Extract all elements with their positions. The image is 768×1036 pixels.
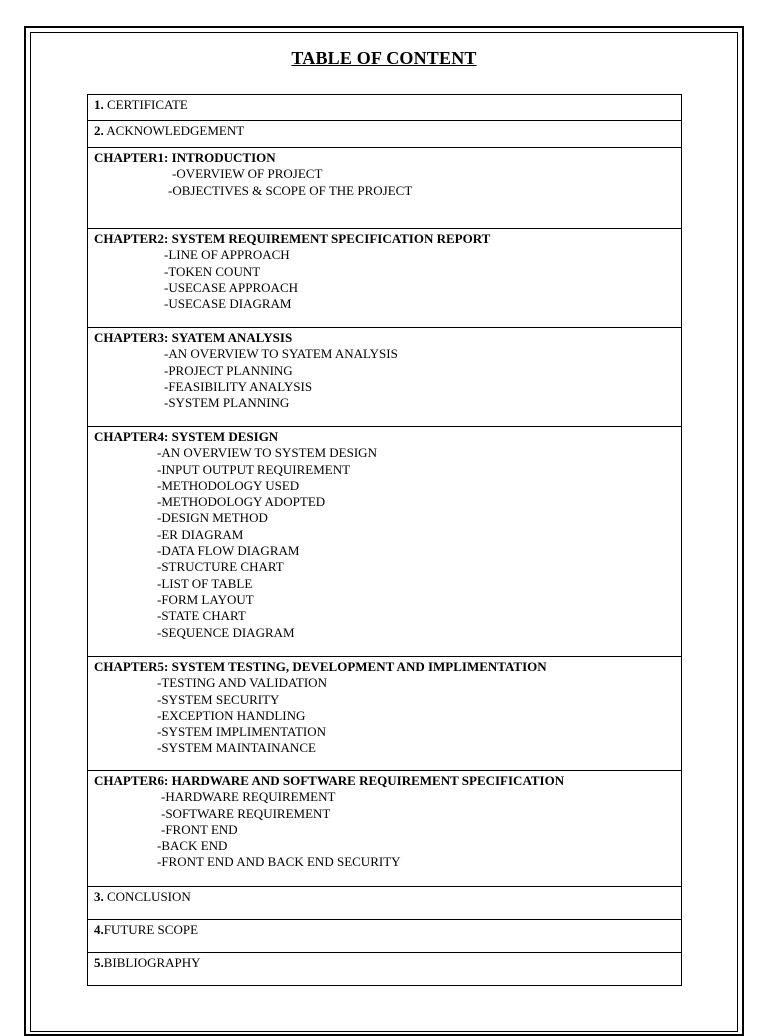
chapter-item: -ER DIAGRAM <box>157 526 244 542</box>
toc-row-future-scope <box>88 920 681 953</box>
chapter-item: -USECASE DIAGRAM <box>164 296 292 312</box>
chapter-item: -HARDWARE REQUIREMENT <box>161 789 336 805</box>
chapter-heading: CHAPTER5: SYSTEM TESTING, DEVELOPMENT AND IMPLIMENTATION <box>94 659 547 674</box>
toc-row-conclusion <box>88 887 681 920</box>
chapter-heading: CHAPTER1: INTRODUCTION <box>94 150 276 165</box>
chapter-item: -TESTING AND VALIDATION <box>157 675 327 691</box>
toc-row-bibliography <box>88 953 681 986</box>
chapter-item: -BACK END <box>157 838 228 854</box>
toc-row-certificate <box>88 95 681 121</box>
section-label: ACKNOWLEDGEMENT <box>103 123 245 138</box>
section-number: 2. <box>94 123 104 138</box>
chapter-item: -USECASE APPROACH <box>164 279 299 295</box>
toc-row-chapter1 <box>88 148 681 229</box>
toc-row-chapter2 <box>88 229 681 328</box>
chapter-item: -INPUT OUTPUT REQUIREMENT <box>157 461 351 477</box>
chapter-item: -FRONT END <box>161 821 238 837</box>
chapter-item: -OVERVIEW OF PROJECT <box>172 166 323 182</box>
toc-row-chapter4 <box>88 427 681 657</box>
chapter-item: -SOFTWARE REQUIREMENT <box>161 805 331 821</box>
chapter-item: -PROJECT PLANNING <box>164 362 293 378</box>
chapter-item: -SYSTEM IMPLIMENTATION <box>157 724 327 740</box>
chapter-item: -TOKEN COUNT <box>164 263 261 279</box>
chapter-item: -FEASIBILITY ANALYSIS <box>164 378 313 394</box>
chapter-item: -SEQUENCE DIAGRAM <box>157 624 295 640</box>
section-number: 3. <box>94 889 104 904</box>
toc-row-acknowledgement <box>88 121 681 148</box>
section-number: 1. <box>94 97 104 112</box>
chapter-item: -OBJECTIVES & SCOPE OF THE PROJECT <box>168 182 413 198</box>
chapter-item: -LIST OF TABLE <box>157 575 253 591</box>
chapter-heading: CHAPTER3: SYATEM ANALYSIS <box>94 330 293 345</box>
chapter-item: -FRONT END AND BACK END SECURITY <box>157 854 401 870</box>
chapter-item: -SYSTEM MAINTAINANCE <box>157 740 316 756</box>
chapter-item: -EXCEPTION HANDLING <box>157 707 306 723</box>
chapter-item: -STATE CHART <box>157 608 246 624</box>
section-label: FUTURE SCOPE <box>103 922 199 937</box>
section-label: CONCLUSION <box>103 889 191 904</box>
chapter-heading: CHAPTER6: HARDWARE AND SOFTWARE REQUIREMENT SPECIFICATION <box>94 773 565 788</box>
chapter-item: -DATA FLOW DIAGRAM <box>157 543 300 559</box>
toc-row-chapter5 <box>88 657 681 771</box>
chapter-item: -AN OVERVIEW TO SYATEM ANALYSIS <box>164 346 398 362</box>
chapter-item: -STRUCTURE CHART <box>157 559 284 575</box>
toc-table <box>87 94 682 986</box>
section-number: 4. <box>94 922 104 937</box>
toc-row-chapter6 <box>88 771 681 887</box>
chapter-item: -FORM LAYOUT <box>157 591 254 607</box>
chapter-item: -AN OVERVIEW TO SYSTEM DESIGN <box>157 445 377 461</box>
section-label: CERTIFICATE <box>103 97 188 112</box>
chapter-heading: CHAPTER2: SYSTEM REQUIREMENT SPECIFICATION REPORT <box>94 231 491 246</box>
toc-row-chapter3 <box>88 328 681 427</box>
page-title: TABLE OF CONTENT <box>291 48 477 68</box>
chapter-item: -METHODOLOGY ADOPTED <box>157 494 326 510</box>
section-number: 5. <box>94 955 104 970</box>
chapter-item: -SYSTEM SECURITY <box>157 691 280 707</box>
section-label: BIBLIOGRAPHY <box>103 955 201 970</box>
chapter-item: -METHODOLOGY USED <box>157 477 300 493</box>
chapter-item: -LINE OF APPROACH <box>164 247 290 263</box>
chapter-item: -DESIGN METHOD <box>157 510 268 526</box>
chapter-item: -SYSTEM PLANNING <box>164 395 290 411</box>
chapter-heading: CHAPTER4: SYSTEM DESIGN <box>94 429 279 444</box>
